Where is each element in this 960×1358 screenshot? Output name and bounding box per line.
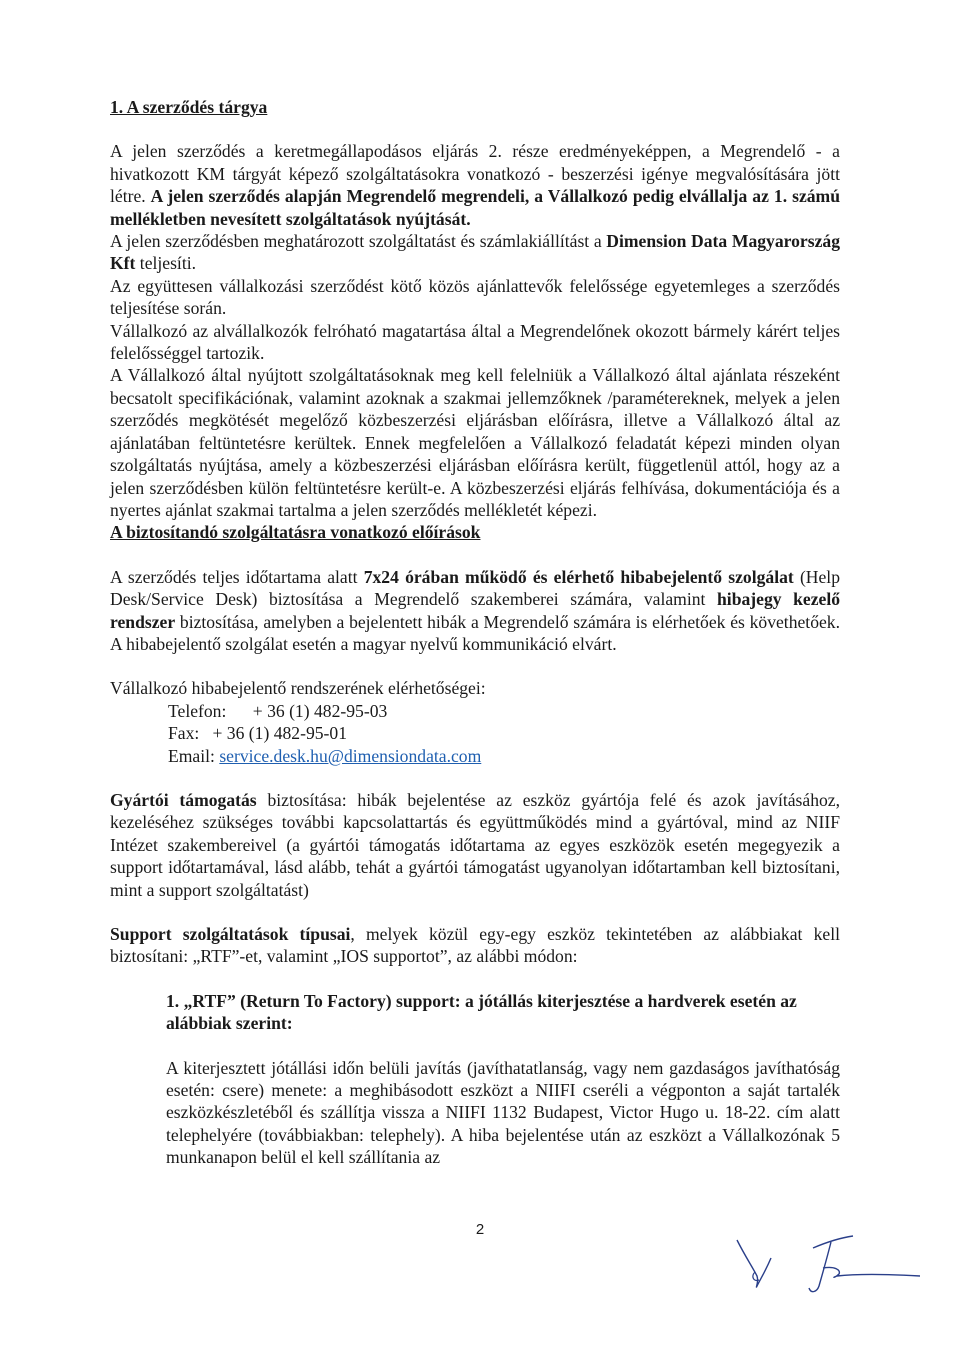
text: (Help Desk/Service Desk) biztosítása a Megrendelő szakemberei számára, valamint: [110, 566, 840, 610]
paragraph: Vállalkozó az alvállalkozók felróható magatartása által a Megrendelőnek okozott bármely kárért teljes felelősséggel tartozik.: [110, 320, 840, 364]
text: A jelen szerződésben meghatározott szolgáltatást és számlakiállítást a: [110, 231, 607, 252]
paragraph: [110, 230, 840, 275]
text: teljesíti.: [135, 253, 196, 274]
text: A jelen szerződés a keretmegállapodásos eljárás 2. része eredményeképpen, a Megrendelő - a hivatkozott KM tárgyát képező szolgáltatásokra vonatkozó - beszerzési igénye megvalósítására jött létre.: [110, 141, 840, 207]
paragraph: [110, 566, 840, 656]
phone-label: Telefon:: [168, 700, 227, 721]
text: A szerződés teljes időtartama alatt: [110, 566, 364, 587]
contact-block: [110, 677, 840, 767]
fax-row: [110, 722, 840, 744]
bold-text: 7x24 órában működő és elérhető hibabejelentő szolgálat: [363, 566, 794, 587]
subsection-title: 1. „RTF” (Return To Factory) support: a jótállás kiterjesztése a hardverek esetén az alábbiak szerint:: [166, 990, 797, 1034]
paragraph: [110, 923, 840, 968]
paragraph: [110, 789, 840, 901]
paragraph: A kiterjesztett jótállási időn belüli javítás (javíthatatlanság, vagy nem gazdaságos javíthatóság esetén: csere) menete: a meghibásodott eszközt a NIIFI cseréli a végponton a saját tartalék eszközkészletéből és szállítja vissza a NIIFI 1132 Budapest, Victor Hugo u. 18-22. cím alatt telephelyére (továbbiakban: telephely). A hiba bejelentése után az eszközt a Vállalkozónak 5 munkanapon belül el kell szállítania az: [166, 1057, 840, 1168]
contact-intro: Vállalkozó hibabejelentő rendszerének elérhetőségei:: [110, 678, 486, 699]
paragraph: Az együttesen vállalkozási szerződést kötő közös ajánlattevők felelőssége egyetemleges a szerződés teljesítése során.: [110, 275, 840, 319]
signature-icon: [735, 1228, 925, 1308]
document-page: [110, 96, 840, 1169]
phone-row: [110, 700, 840, 722]
email-label: Email:: [168, 745, 215, 766]
paragraph: A Vállalkozó által nyújtott szolgáltatásoknak meg kell felelniük a Vállalkozó által ajánlata részeként becsatolt specifikációnak, valamint azoknak a szakmai jellemzőknek /paramétereknek, melyek a jelen szerződés megkötését megelőző közbeszerzési eljárásban előírásra, illetve a Vállalkozó által az ajánlatában feltüntetésre kerültek. Ennek megfelelően a Vállalkozó feladatát képezi minden olyan szolgáltatás nyújtása, amely a közbeszerzési eljárásban előírásra került, függetlenül attól, hogy az a jelen szerződésben külön feltüntetésre került-e. A közbeszerzési eljárás felhívása, dokumentációja és a nyertes ajánlat szakmai tartalma a jelen szerződés mellékletét képezi.: [110, 365, 840, 520]
bold-text: A jelen szerződés alapján Megrendelő megrendeli, a Vállalkozó pedig elvállalja az 1. számú mellékletben nevesített szolgáltatások nyújtását.: [110, 186, 840, 229]
subsection: [166, 990, 840, 1169]
section-title: A biztosítandó szolgáltatásra vonatkozó előírások: [110, 522, 481, 543]
text: biztosítása: hibák bejelentése az eszköz gyártója felé és azok javításához, kezeléséhez szükséges további kapcsolattartás és együttműködés mind a gyártóval, mind az NIIF Intézet szakembereivel (a gyártói támogatás időtartama az egyes eszközök esetén megegyezik a support időtartamával, lásd alább, tehát a gyártói támogatást ugyanolyan időtartamban kell biztosítani, mint a support szolgáltatást): [110, 789, 840, 900]
paragraph: [110, 140, 840, 230]
phone-value: + 36 (1) 482-95-03: [252, 700, 388, 721]
email-row: [110, 745, 840, 767]
page-number: 2: [475, 1221, 485, 1238]
fax-label: Fax:: [168, 723, 200, 744]
section-title: 1. A szerződés tárgya: [110, 97, 268, 117]
text: , melyek közül egy-egy eszköz tekintetében az alábbiakat kell biztosítani: „RTF”-et, valamint „IOS supportot”, az alábbi módon:: [110, 924, 841, 967]
text: biztosítása, amelyben a bejelentett hibák a Megrendelő számára is elérhetőek és követhetőek. A hibabejelentő szolgálat esetén a magyar nyelvű kommunikáció elvárt.: [110, 611, 840, 654]
bold-text: hibajegy kezelő rendszer: [110, 589, 841, 632]
fax-value: + 36 (1) 482-95-01: [212, 723, 348, 744]
company-name: Dimension Data Magyarország Kft: [110, 231, 840, 274]
email-link[interactable]: service.desk.hu@dimensiondata.com: [219, 745, 482, 766]
bold-text: Support szolgáltatások típusai: [110, 924, 351, 944]
bold-text: Gyártói támogatás: [110, 789, 257, 810]
